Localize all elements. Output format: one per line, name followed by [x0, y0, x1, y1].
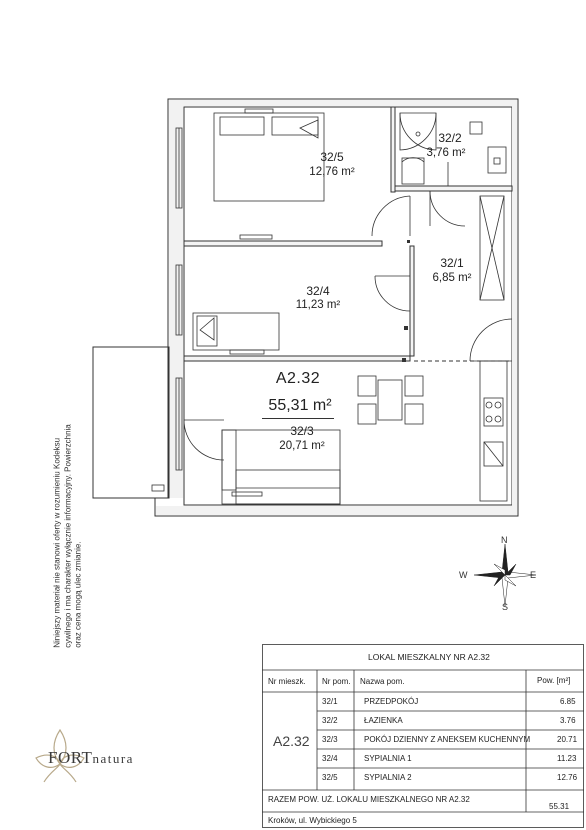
room-32-1-area: 6,85 m²: [432, 272, 472, 284]
bed-double: [214, 113, 324, 201]
room-32-3-area: 20,71 m²: [279, 440, 325, 452]
table-header-room-name: Nazwa pom.: [360, 677, 405, 686]
table-header-area: Pow. [m²]: [537, 676, 571, 685]
door-swings: [184, 191, 512, 460]
unit-label-divider: [262, 418, 334, 419]
logo-fort-text: FORT: [48, 748, 93, 767]
table-address: Kroków, ul. Wybickiego 5: [268, 816, 357, 825]
bed-single: [193, 313, 279, 350]
table-row-name: SYPIALNIA 1: [364, 754, 412, 763]
room-32-4-number: 32/4: [306, 284, 330, 298]
room-32-4-area: 11,23 m²: [295, 299, 341, 311]
room-32-2-area: 3,76 m²: [426, 147, 466, 159]
unit-code-label: A2.32: [275, 370, 321, 387]
table-row-area: 3.76: [560, 716, 576, 725]
disclaimer-line: oraz cena mogą ulec zmianie.: [73, 541, 83, 648]
kitchen-unit: [480, 361, 507, 501]
room-32-3-number: 32/3: [290, 424, 314, 438]
table-row-name: PRZEDPOKÓJ: [364, 697, 419, 706]
room-32-5-number: 32/5: [320, 150, 344, 164]
table-row-area: 20.71: [557, 735, 578, 744]
table-row-no: 32/1: [322, 697, 338, 706]
logo-natura-text: natura: [92, 751, 134, 766]
brand-logo: [48, 748, 134, 768]
room-32-2-number: 32/2: [438, 131, 462, 145]
table-row-no: 32/4: [322, 754, 338, 763]
table-unit-code: A2.32: [273, 733, 310, 749]
disclaimer-line: cywilnego i ma charakter wyłącznie informacyjny. Powierzchnia: [62, 424, 72, 648]
dining-set: [358, 376, 423, 424]
unit-area-label: 55,31 m²: [268, 397, 332, 414]
table-row-area: 11.23: [557, 754, 577, 763]
room-32-1-number: 32/1: [440, 256, 464, 270]
wardrobe: [480, 196, 504, 300]
table-row-no: 32/2: [322, 716, 338, 725]
table-row-no: 32/5: [322, 773, 338, 782]
compass-w: W: [459, 570, 468, 580]
table-header-unit: Nr mieszk.: [268, 677, 306, 686]
compass-n: N: [501, 535, 508, 545]
table-total-label: RAZEM POW. UŻ. LOKALU MIESZKALNEGO NR A2.32: [268, 795, 470, 804]
table-header-room-no: Nr pom.: [322, 677, 351, 686]
table-total-value: 55.31: [549, 802, 570, 811]
table-row-name: ŁAZIENKA: [364, 716, 403, 725]
compass-s: S: [502, 602, 509, 612]
compass-e: E: [530, 570, 537, 580]
room-32-5-area: 12,76 m²: [309, 166, 355, 178]
table-row-area: 12.76: [557, 773, 578, 782]
disclaimer-line: Niniejszy materiał nie stanowi oferty w rozumieniu Kodeksu: [52, 437, 62, 648]
balcony: [93, 347, 169, 498]
table-row-no: 32/3: [322, 735, 338, 744]
table-title: LOKAL MIESZKALNY NR A2.32: [368, 652, 490, 662]
disclaimer-text: [52, 168, 84, 648]
table-row-name: SYPIALNIA 2: [364, 773, 412, 782]
table-row-name: POKÓJ DZIENNY Z ANEKSEM KUCHENNYM: [364, 735, 531, 744]
table-row-area: 6.85: [560, 697, 576, 706]
